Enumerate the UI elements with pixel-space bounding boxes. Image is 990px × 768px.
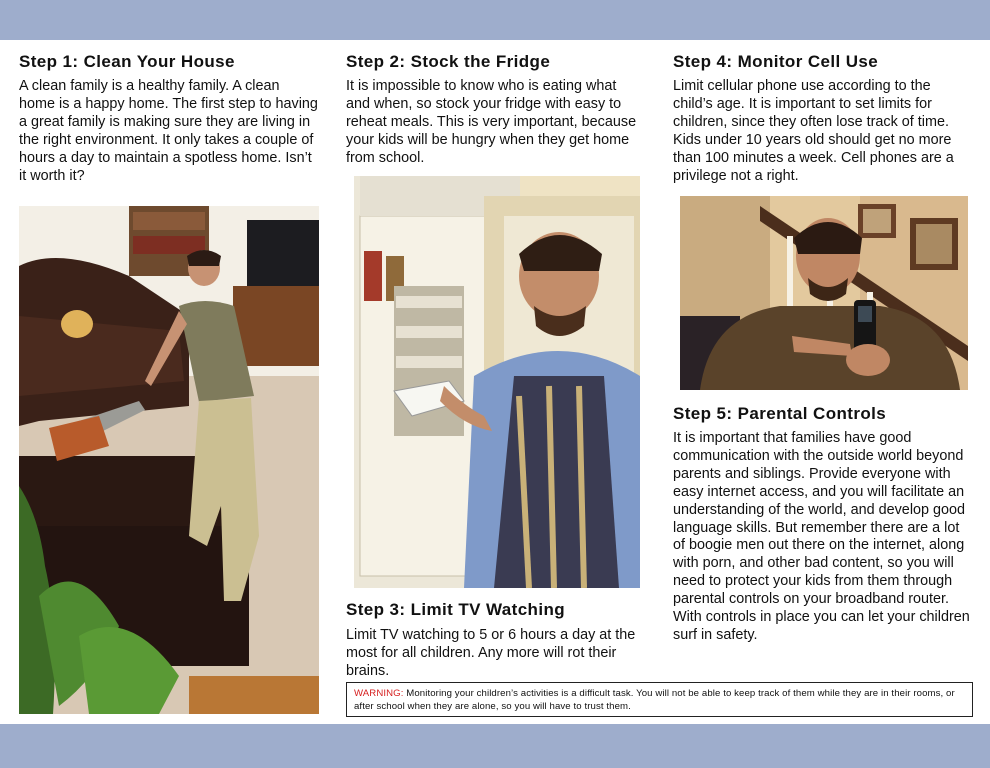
step1-body: A clean family is a healthy family. A clean home is a happy home. The first step to having a great family is making sure they are living in the right environment. It only takes a couple of hours a day to maintain a spotless home. Isn’t it worth it? [19, 78, 318, 184]
warning-text: Monitoring your children’s activities is a difficult task. You will not be able to keep track of them while they are in their rooms, or after school when they are alone, so you will have to trust them. [354, 688, 955, 712]
step3-heading: Step 3: Limit TV Watching [346, 600, 566, 619]
step5-body: It is important that families have good communication with the outside world beyond parents and siblings. Provide everyone with easy internet access, and you will facilitate an understanding of the world, and develop good language skills. But remember there are a lot of boogie men out there on the internet, along with porn, and other bad content, so you will need to protect your kids from them through parental controls on your broadband router. With controls in place you can let your children surf in safety. [673, 430, 970, 643]
step4-heading: Step 4: Monitor Cell Use [673, 52, 879, 71]
step2-heading: Step 2: Stock the Fridge [346, 52, 551, 71]
bottom-band [0, 724, 990, 768]
step4-body: Limit cellular phone use according to the child’s age. It is important to set limits for children, since they often lose track of time. Kids under 10 years old should get no more than 100 minutes a week. Cell phones are a privilege not a right. [673, 78, 954, 184]
step5-heading: Step 5: Parental Controls [673, 404, 887, 423]
photo-cell-phone [680, 196, 968, 390]
step2-body: It is impossible to know who is eating what and when, so stock your fridge with easy to reheat meals. This is very important, because your kids will be hungry when they get home from school. [346, 78, 637, 166]
step1-heading: Step 1: Clean Your House [19, 52, 235, 71]
photo-stocked-fridge [354, 176, 640, 588]
photo-vacuuming-living-room [19, 206, 319, 714]
step3-body: Limit TV watching to 5 or 6 hours a day at the most for all children. Any more will rot their brains. [346, 627, 636, 679]
warning-box [346, 682, 973, 717]
top-band [0, 0, 990, 40]
warning-label: WARNING: [354, 688, 404, 699]
